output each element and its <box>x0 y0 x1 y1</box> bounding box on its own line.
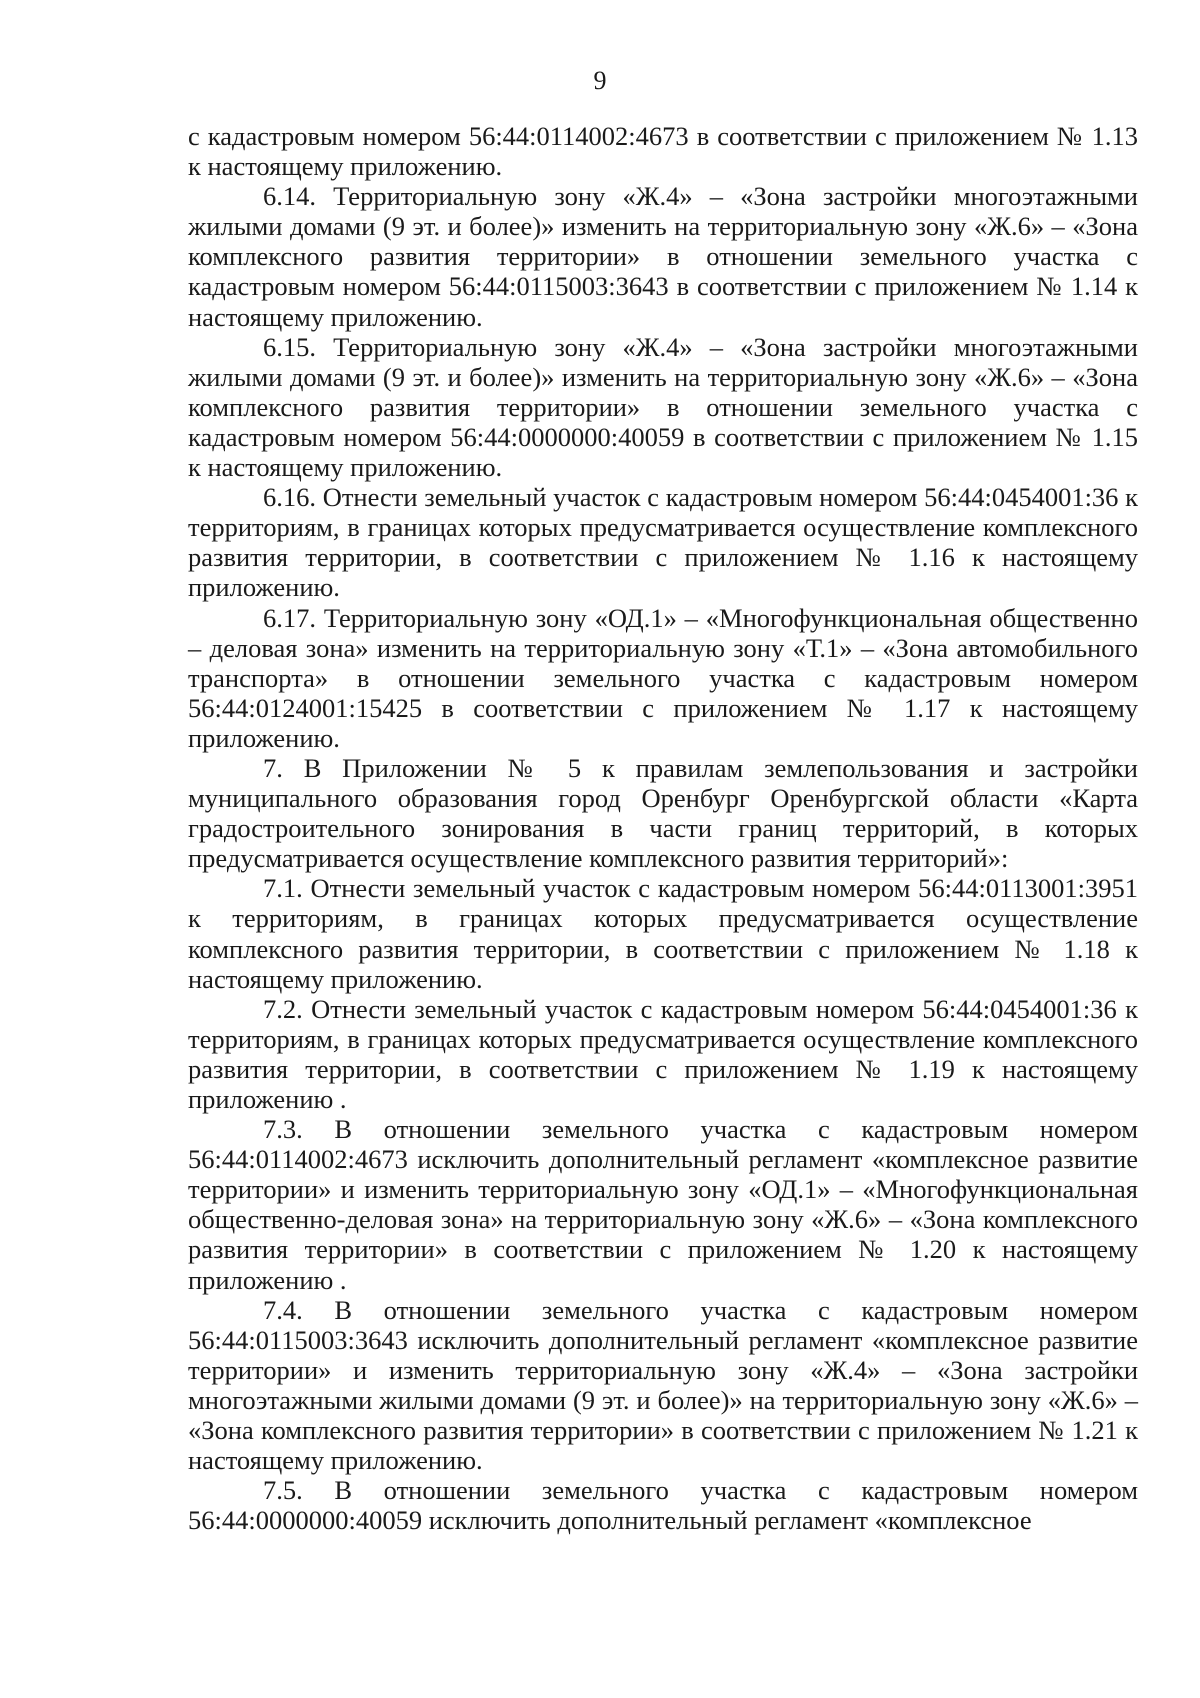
paragraph-6-15: 6.15. Территориальную зону «Ж.4» – «Зона застройки многоэтажными жилыми домами (9 эт. и более)» изменить на территориальную зону «Ж.6» – «Зона комплексного развития территории» в отношении земельного участка с кадастровым номером 56:44:0000000:40059 в соответствии с приложением № 1.15 к настоящему приложению. <box>188 331 1138 483</box>
paragraph-continuation: с кадастровым номером 56:44:0114002:4673 в соответствии с приложением № 1.13 к настоящему приложению. <box>188 121 1138 182</box>
paragraph-7-4: 7.4. В отношении земельного участка с кадастровым номером 56:44:0115003:3643 исключить дополнительный регламент «комплексное развитие территории» и изменить территориальную зону «Ж.4» – «Зона застройки многоэтажными жилыми домами (9 эт. и более)» на территориальную зону «Ж.6» – «Зона комплексного развития территории» в соответствии с приложением № 1.21 к настоящему приложению. <box>188 1294 1138 1476</box>
paragraph-6-16: 6.16. Отнести земельный участок с кадастровым номером 56:44:0454001:36 к территориям, в границах которых предусматривается осуществление комплексного развития территории, в соответствии с приложением № 1.16 к настоящему приложению. <box>188 482 1138 603</box>
page-number: 9 <box>593 66 607 95</box>
document-body <box>188 121 1138 1535</box>
paragraph-7-2: 7.2. Отнести земельный участок с кадастровым номером 56:44:0454001:36 к территориям, в границах которых предусматривается осуществление комплексного развития территории, в соответствии с приложением № 1.19 к настоящему приложению . <box>188 993 1138 1114</box>
paragraph-6-14: 6.14. Территориальную зону «Ж.4» – «Зона застройки многоэтажными жилыми домами (9 эт. и более)» изменить на территориальную зону «Ж.6» – «Зона комплексного развития территории» в отношении земельного участка с кадастровым номером 56:44:0115003:3643 в соответствии с приложением № 1.14 к настоящему приложению. <box>188 181 1138 332</box>
paragraph-6-17: 6.17. Территориальную зону «ОД.1» – «Многофункциональная общественно – деловая зона» изменить на территориальную зону «Т.1» – «Зона автомобильного транспорта» в отношении земельного участка с кадастровым номером 56:44:0124001:15425 в соответствии с приложением № 1.17 к настоящему приложению. <box>188 602 1138 753</box>
paragraph-7-1: 7.1. Отнести земельный участок с кадастровым номером 56:44:0113001:3951 к территориям, в границах которых предусматривается осуществление комплексного развития территории, в соответствии с приложением № 1.18 к настоящему приложению. <box>188 873 1138 994</box>
paragraph-7-3: 7.3. В отношении земельного участка с кадастровым номером 56:44:0114002:4673 исключить дополнительный регламент «комплексное развитие территории» и изменить территориальную зону «ОД.1» – «Многофункциональная общественно-деловая зона» на территориальную зону «Ж.6» – «Зона комплексного развития территории» в соответствии с приложением № 1.20 к настоящему приложению . <box>188 1114 1138 1295</box>
paragraph-7-5: 7.5. В отношении земельного участка с кадастровым номером 56:44:0000000:40059 исключить дополнительный регламент «комплексное <box>188 1475 1138 1536</box>
paragraph-7: 7. В Приложении № 5 к правилам землепользования и застройки муниципального образования город Оренбург Оренбургской области «Карта градостроительного зонирования в части границ территорий, в которых предусматривается осуществление комплексного развития территорий»: <box>188 752 1138 874</box>
